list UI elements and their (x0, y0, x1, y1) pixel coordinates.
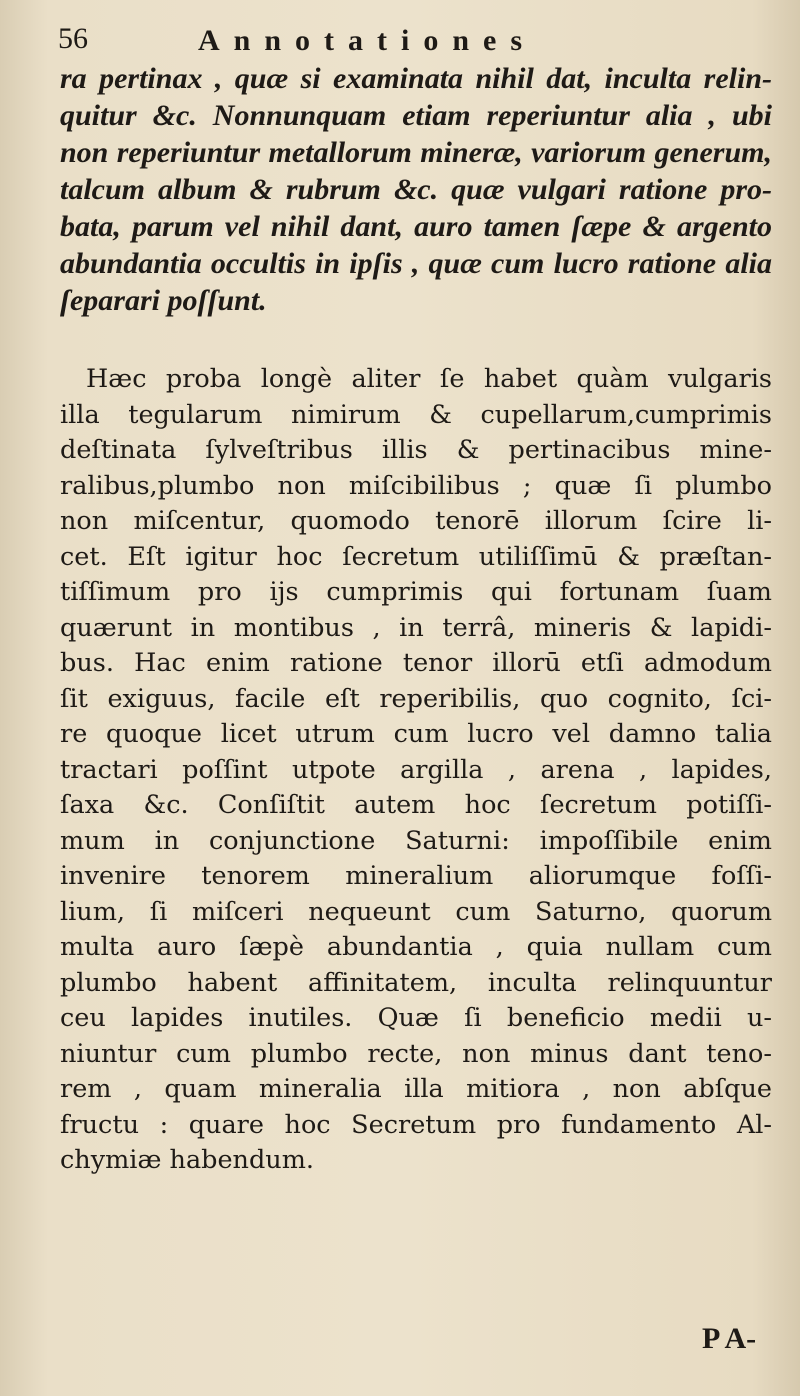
text-line: bata, parum vel nihil dant, auro tamen ſæpe & argento (60, 210, 772, 243)
text-line: deſtinata ſylveſtribus illis & pertinacibus mine- (60, 435, 772, 465)
text-line: tractari poſſint utpote argilla , arena , lapides, (60, 754, 772, 785)
text-line: abundantia occultis in ipſis , quæ cum lucro ratione alia (60, 247, 772, 280)
text-line: bus. Hac enim ratione tenor illorū etſi admodum (60, 648, 772, 678)
text-line: niuntur cum plumbo recte, non minus dant teno- (60, 1038, 772, 1069)
text-line: chymiæ habendum. (60, 1145, 315, 1175)
text-line: ſit exiguus, facile eſt reperibilis, quo cognito, ſci- (60, 683, 772, 714)
text-line: illa tegularum nimirum & cupellarum,cumprimis (60, 399, 772, 430)
text-line: re quoque licet utrum cum lucro vel damno talia (60, 719, 772, 749)
text-line: ſaxa &c. Conſiſtit autem hoc ſecretum potiſſi- (60, 790, 772, 820)
text-line: non miſcentur, quomodo tenorē illorum ſcire li- (60, 506, 772, 536)
text-line: cet. Eſt igitur hoc ſecretum utiliſſimū & præſtan- (60, 541, 772, 572)
text-line: talcum album & rubrum &c. quæ vulgari ratione pro- (60, 173, 772, 206)
text-line: ſeparari poſſunt. (60, 284, 267, 317)
page-number: 56 (58, 22, 88, 55)
text-line: ra pertinax , quæ si examinata nihil dat, inculta relin- (60, 62, 772, 95)
text-line: Hæc proba longè aliter ſe habet quàm vulgaris (86, 364, 772, 394)
text-line: plumbo habent affinitatem, inculta relinquuntur (60, 967, 772, 998)
text-line: tiſſimum pro ijs cumprimis qui fortunam ſuam (60, 577, 772, 607)
text-line: non reperiuntur metallorum mineræ, variorum generum, (60, 136, 772, 169)
running-head: Annotationes (198, 24, 537, 57)
catchword: P A- (702, 1322, 757, 1355)
text-line: invenire tenorem mineralium aliorumque foſſi- (60, 861, 772, 891)
text-line: ceu lapides inutiles. Quæ ſi beneficio medii u- (60, 1003, 772, 1033)
text-line: quitur &c. Nonnunquam etiam reperiuntur alia , ubi (60, 99, 772, 132)
text-line: mum in conjunctione Saturni: impoſſibile enim (60, 825, 772, 856)
italic-paragraph (60, 60, 772, 319)
text-line: lium, ſi miſceri nequeunt cum Saturno, quorum (60, 896, 772, 927)
text-line: fructu : quare hoc Secretum pro fundamento Al- (60, 1109, 772, 1140)
text-line: ralibus,plumbo non miſcibilibus ; quæ ſi plumbo (60, 470, 772, 501)
roman-paragraph (60, 362, 772, 1179)
text-line: multa auro ſæpè abundantia , quia nullam cum (60, 932, 772, 962)
text-line: rem , quam mineralia illa mitiora , non abſque (60, 1074, 772, 1104)
text-line: quærunt in montibus , in terrâ, mineris & lapidi- (60, 612, 772, 643)
